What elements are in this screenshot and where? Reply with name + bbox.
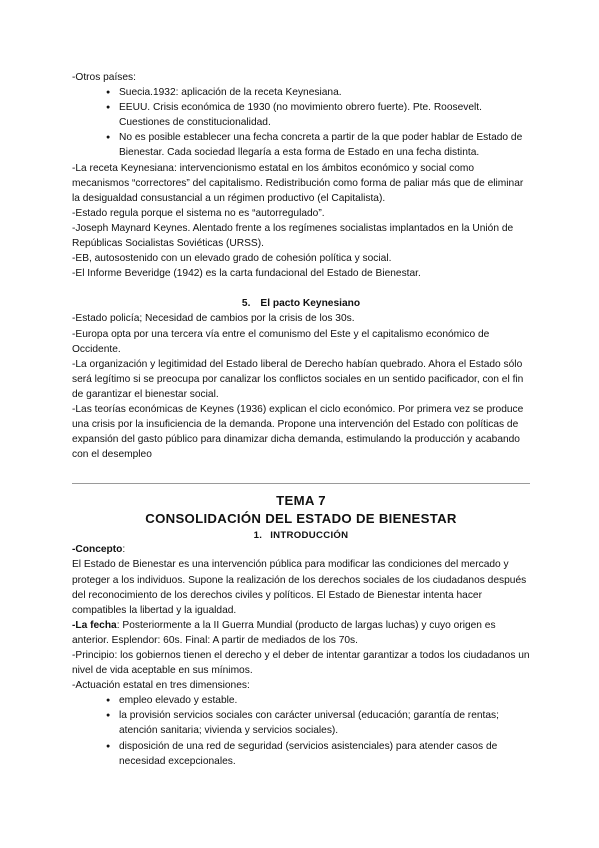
fecha-text: : Posteriormente a la II Guerra Mundial (producto de largas luchas) y cuyo origen es anterior. Esplendor: 60s. Final: A partir de mediados de los 70s. <box>72 619 496 646</box>
paragraph: -Europa opta por una tercera vía entre el comunismo del Este y el capitalismo económico de Occidente. <box>72 328 490 355</box>
paragraph: -Principio: los gobiernos tienen el derecho y el deber de intentar garantizar a todos los ciudadanos un nivel de vida aceptable en sus mínimos. <box>72 650 530 677</box>
dimensiones-list <box>72 693 530 768</box>
paragraph: El Estado de Bienestar es una intervención pública para modificar las condiciones del mercado y proteger a los individuos. Supone la realización de los derechos sociales de los ciudadanos después del reconocimiento de los derechos civiles y políticos. El Estado de Bienestar intenta hacer compatibles la libertad y la igualdad. <box>72 559 527 616</box>
paragraph: -La receta Keynesiana: intervencionismo estatal en los ámbitos económico y social como mecanismos “correctores” del capitalismo. Redistribución como forma de paliar más que de eliminar la desigualdad consustancial a un régimen productivo (el Capitalista). <box>72 162 524 204</box>
paragraph: -Joseph Maynard Keynes. Alentado frente a los regímenes socialistas implantados en la Unión de Repúblicas Socialistas Soviéticas (URSS). <box>72 222 514 250</box>
list-item: ● empleo elevado y estable. <box>106 693 530 708</box>
paragraph: -EB, autosostenido con un elevado grado de cohesión política y social. <box>72 253 392 265</box>
paragraph: -Actuación estatal en tres dimensiones: <box>72 680 250 692</box>
section-number: 5. <box>241 298 251 310</box>
list-item: ● disposición de una red de seguridad (servicios asistenciales) para atender casos de necesidad excepcionales. <box>106 739 530 769</box>
paragraph: -La organización y legitimidad del Estado liberal de Derecho habían quebrado. Ahora el Estado sólo será legítimo si se preocupa por canalizar los conflictos sociales en un sentido pacificador, con el fin de garantizar el bienestar social. <box>72 358 524 400</box>
section-heading <box>72 529 530 542</box>
paragraph: -Las teorías económicas de Keynes (1936) explican el ciclo económico. Por primera vez se produce una crisis por la insuficiencia de la demanda. Propone una intervención del Estado con políticas de expansión del gasto público para dinamizar dicha demanda, estimulando la producción y acabando con el desempleo <box>72 403 524 461</box>
fecha-label: -La fecha <box>72 619 117 631</box>
section-heading <box>72 296 530 311</box>
otros-paises-heading: -Otros países: <box>72 72 136 83</box>
section-number: 1. <box>253 530 263 542</box>
list-item: ● Suecia.1932: aplicación de la receta Keynesiana. <box>106 85 530 100</box>
tema-title: TEMA 7 <box>276 493 326 509</box>
concepto-label: -Concepto <box>72 544 123 556</box>
tema-subtitle: CONSOLIDACIÓN DEL ESTADO DE BIENESTAR <box>145 511 457 527</box>
paragraph: -Estado regula porque el sistema no es “autorregulado”. <box>72 207 325 219</box>
concepto-heading <box>72 542 530 557</box>
divider <box>72 483 530 484</box>
list-item: ● No es posible establecer una fecha concreta a partir de la que poder hablar de Estado de Bienestar. Cada sociedad llegaría a esta forma de Estado en una fecha distinta. <box>106 130 530 160</box>
otros-paises-list <box>72 85 530 160</box>
fecha-paragraph <box>72 618 530 648</box>
section-title: INTRODUCCIÓN <box>270 530 349 542</box>
concepto-colon: : <box>122 544 126 556</box>
paragraph: -El Informe Beveridge (1942) es la carta fundacional del Estado de Bienestar. <box>72 268 421 280</box>
list-item: ● EEUU. Crisis económica de 1930 (no movimiento obrero fuerte). Pte. Roosevelt. Cuestiones de constitucionalidad. <box>106 100 530 130</box>
section-title: El pacto Keynesiano <box>260 298 361 310</box>
list-item: ● la provisión servicios sociales con carácter universal (educación; garantía de rentas; atención sanitaria; vivienda y servicios sociales). <box>106 708 530 738</box>
paragraph: -Estado policía; Necesidad de cambios por la crisis de los 30s. <box>72 313 355 325</box>
document-page <box>72 70 530 769</box>
